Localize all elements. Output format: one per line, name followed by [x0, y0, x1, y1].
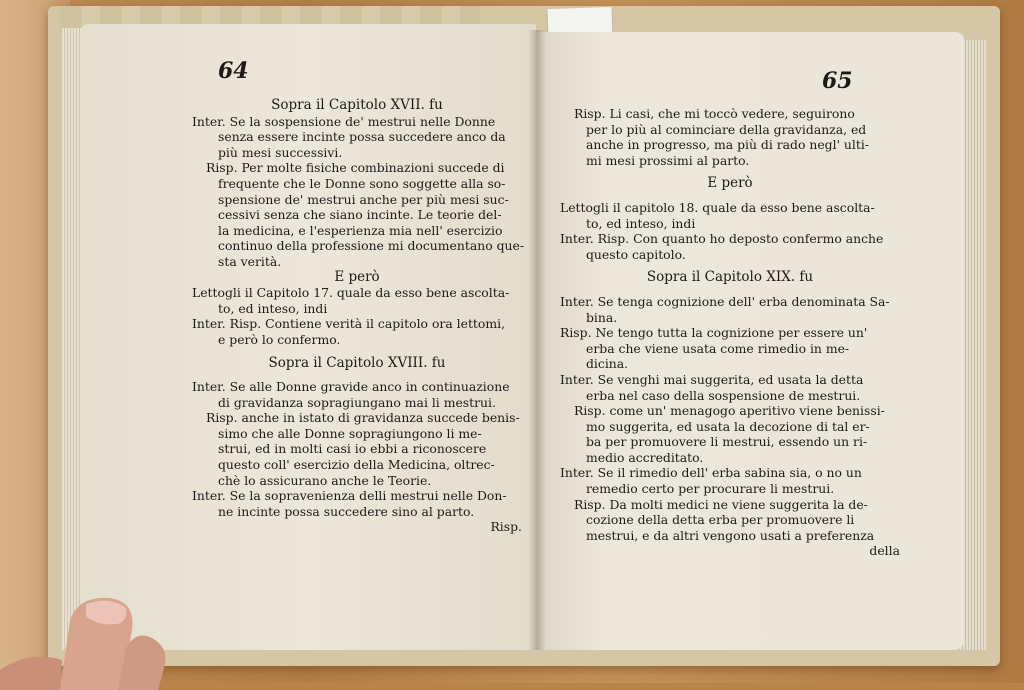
text-line: Risp. anche in istato di gravidanza succede benis-	[206, 410, 520, 426]
text-line: strui, ed in molti casi io ebbi a riconoscere	[218, 441, 487, 457]
text-line: mi mesi prossimi al parto.	[586, 152, 750, 168]
line-gap	[560, 192, 900, 200]
text-line: Risp. Li casi, che mi toccò vedere, seguirono	[574, 106, 855, 121]
section-heading: E però	[334, 268, 380, 285]
section-heading: Sopra il Capitolo XIX. fu	[646, 269, 814, 286]
page-number: 65	[822, 68, 853, 94]
text-line: Inter. Se la sopravenienza delli mestrui nelle Don-	[192, 488, 507, 504]
finger-holding-page	[0, 590, 170, 690]
text-line: cozione della detta erba per promuovere li	[586, 512, 855, 528]
text-line: bina.	[586, 309, 618, 325]
text-line: to, ed inteso, indi	[586, 215, 696, 231]
text-line: sta verità.	[218, 253, 282, 269]
text-line: mestrui, e da altri vengono usati a preferenza	[586, 527, 875, 543]
book-gutter	[528, 30, 546, 650]
text-line: erba nel caso della sospensione de mestrui.	[586, 387, 861, 403]
text-line: medio accreditato.	[586, 449, 704, 465]
text-line: frequente che le Donne sono soggette alla so-	[218, 175, 506, 191]
text-line: Risp.	[490, 519, 522, 535]
text-line: Inter. Risp. Contiene verità il capitolo ora lettomi,	[192, 316, 506, 332]
section-heading: Sopra il Capitolo XVIII. fu	[268, 354, 446, 371]
text-line: e però lo confermo.	[218, 331, 341, 347]
text-line: questo coll' esercizio della Medicina, oltrec-	[218, 457, 495, 473]
text-line: di gravidanza sopragiungano mai li mestrui.	[218, 394, 496, 410]
text-line: Inter. Se alle Donne gravide anco in continuazione	[192, 379, 510, 395]
section-heading: Sopra il Capitolo XVII. fu	[271, 97, 443, 113]
text-line: ba per promuovere li mestrui, essendo un ri-	[586, 434, 868, 450]
text-line: senza essere incinte possa succedere anco da	[218, 129, 506, 145]
text-line: remedio certo per procurare li mestrui.	[586, 481, 835, 497]
text-line: Inter. Se il rimedio dell' erba sabina sia, o no un	[560, 465, 862, 481]
text-line: Risp. Ne tengo tutta la cognizione per essere un'	[560, 325, 868, 341]
text-line: Inter. Se venghi mai suggerita, ed usata la detta	[560, 371, 864, 387]
text-line: spensione de' mestrui anche per più mesi suc-	[218, 191, 509, 207]
text-line: cessivi senza che siano incinte. Le teorie del-	[218, 207, 502, 223]
text-line: questo capitolo.	[586, 246, 686, 262]
line-gap	[560, 286, 900, 294]
text-line: Lettogli il capitolo 18. quale da esso bene ascolta-	[560, 199, 875, 215]
text-line: Inter. Se la sospensione de' mestrui nelle Donne	[192, 113, 496, 129]
section-heading: E però	[707, 175, 753, 192]
text-line: to, ed inteso, indi	[218, 300, 328, 316]
page-text	[560, 106, 900, 559]
text-line: per lo più al cominciare della gravidanza, ed	[586, 121, 867, 137]
text-line: della	[869, 543, 900, 559]
text-line: la medicina, e l'esperienza mia nell' esercizio	[218, 222, 503, 238]
text-line: Inter. Risp. Con quanto ho deposto confermo anche	[560, 231, 884, 247]
left-page	[80, 24, 536, 650]
line-gap	[192, 371, 522, 379]
text-line: Risp. Da molti medici ne viene suggerita la de-	[574, 496, 868, 512]
text-line: dicina.	[586, 356, 629, 372]
text-line: Risp. Per molte fisiche combinazioni succede di	[206, 160, 505, 176]
text-line: mo suggerita, ed usata la decozione di tal er-	[586, 418, 870, 434]
text-line: anche in progresso, ma più di rado negl' ulti-	[586, 137, 869, 153]
text-line: chè lo assicurano anche le Teorie.	[218, 472, 432, 488]
text-line: continuo della professione mi documentano que-	[218, 238, 525, 254]
right-page	[536, 32, 964, 650]
text-line: Inter. Se tenga cognizione dell' erba denominata Sa-	[560, 293, 890, 309]
text-line: simo che alle Donne sopragiungono li me-	[218, 425, 482, 441]
page-text	[192, 97, 525, 535]
text-line: erba che viene usata come rimedio in me-	[586, 340, 850, 356]
text-line: Risp. come un' menagogo aperitivo viene benissi-	[574, 403, 885, 419]
page-number: 64	[218, 58, 249, 84]
text-line: ne incinte possa succedere sino al parto.	[218, 503, 475, 519]
text-line: Lettogli il Capitolo 17. quale da esso bene ascolta-	[192, 285, 510, 301]
text-line: più mesi successivi.	[218, 144, 343, 160]
